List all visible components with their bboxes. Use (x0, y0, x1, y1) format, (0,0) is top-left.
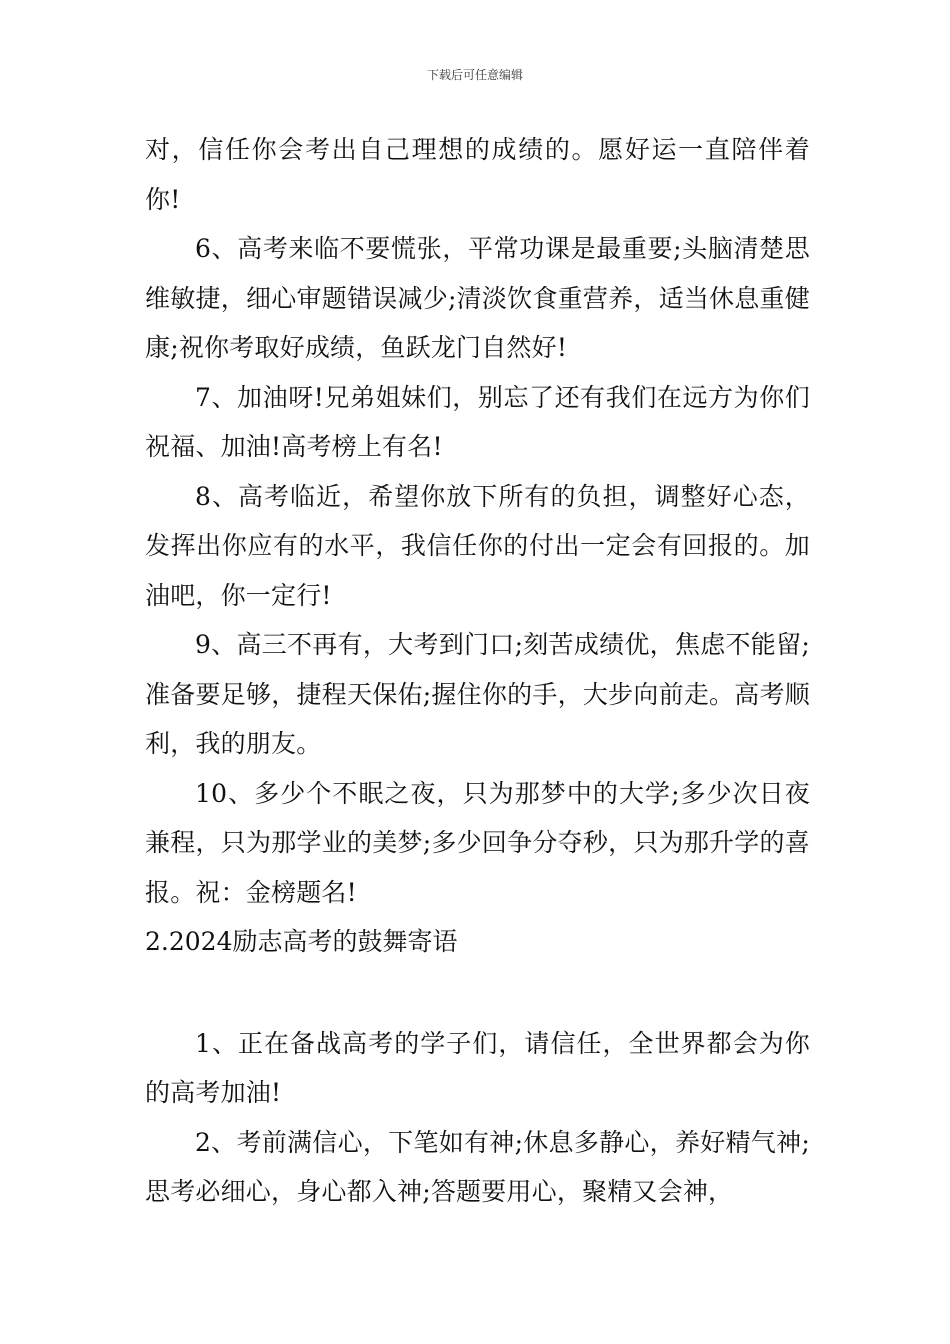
paragraph-item-8: 8、高考临近，希望你放下所有的负担，调整好心态，发挥出你应有的水平，我信任你的付出一定会有回报的。加油吧，你一定行! (145, 481, 810, 610)
section-title: 2.2024励志高考的鼓舞寄语 (145, 927, 458, 956)
section-spacer (145, 967, 810, 1019)
paragraph-item-7: 7、加油呀!兄弟姐妹们，别忘了还有我们在远方为你们祝福、加油!高考榜上有名! (145, 382, 810, 461)
paragraph-item-10: 10、多少个不眠之夜，只为那梦中的大学;多少次日夜兼程，只为那学业的美梦;多少回争分夺秒，只为那升学的喜报。祝：金榜题名! (145, 778, 810, 907)
paragraph-item-6: 6、高考来临不要慌张，平常功课是最重要;头脑清楚思维敏捷，细心审题错误减少;清淡饮食重营养，适当休息重健康;祝你考取好成绩，鱼跃龙门自然好! (145, 234, 810, 362)
paragraph-continuation: 对，信任你会考出自己理想的成绩的。愿好运一直陪伴着你! (145, 135, 810, 214)
page-header-note: 下载后可任意编辑 (426, 68, 523, 82)
paragraph-item-2: 2、考前满信心，下笔如有神;休息多静心，养好精气神;思考必细心，身心都入神;答题要用心，聚精又会神， (145, 1127, 810, 1206)
paragraph-item-9: 9、高三不再有，大考到门口;刻苦成绩优，焦虑不能留;准备要足够，捷程天保佑;握住你的手，大步向前走。高考顺利，我的朋友。 (145, 630, 810, 758)
paragraph-item-1: 1、正在备战高考的学子们，请信任，全世界都会为你的高考加油! (145, 1028, 810, 1107)
document-body (145, 125, 810, 1217)
